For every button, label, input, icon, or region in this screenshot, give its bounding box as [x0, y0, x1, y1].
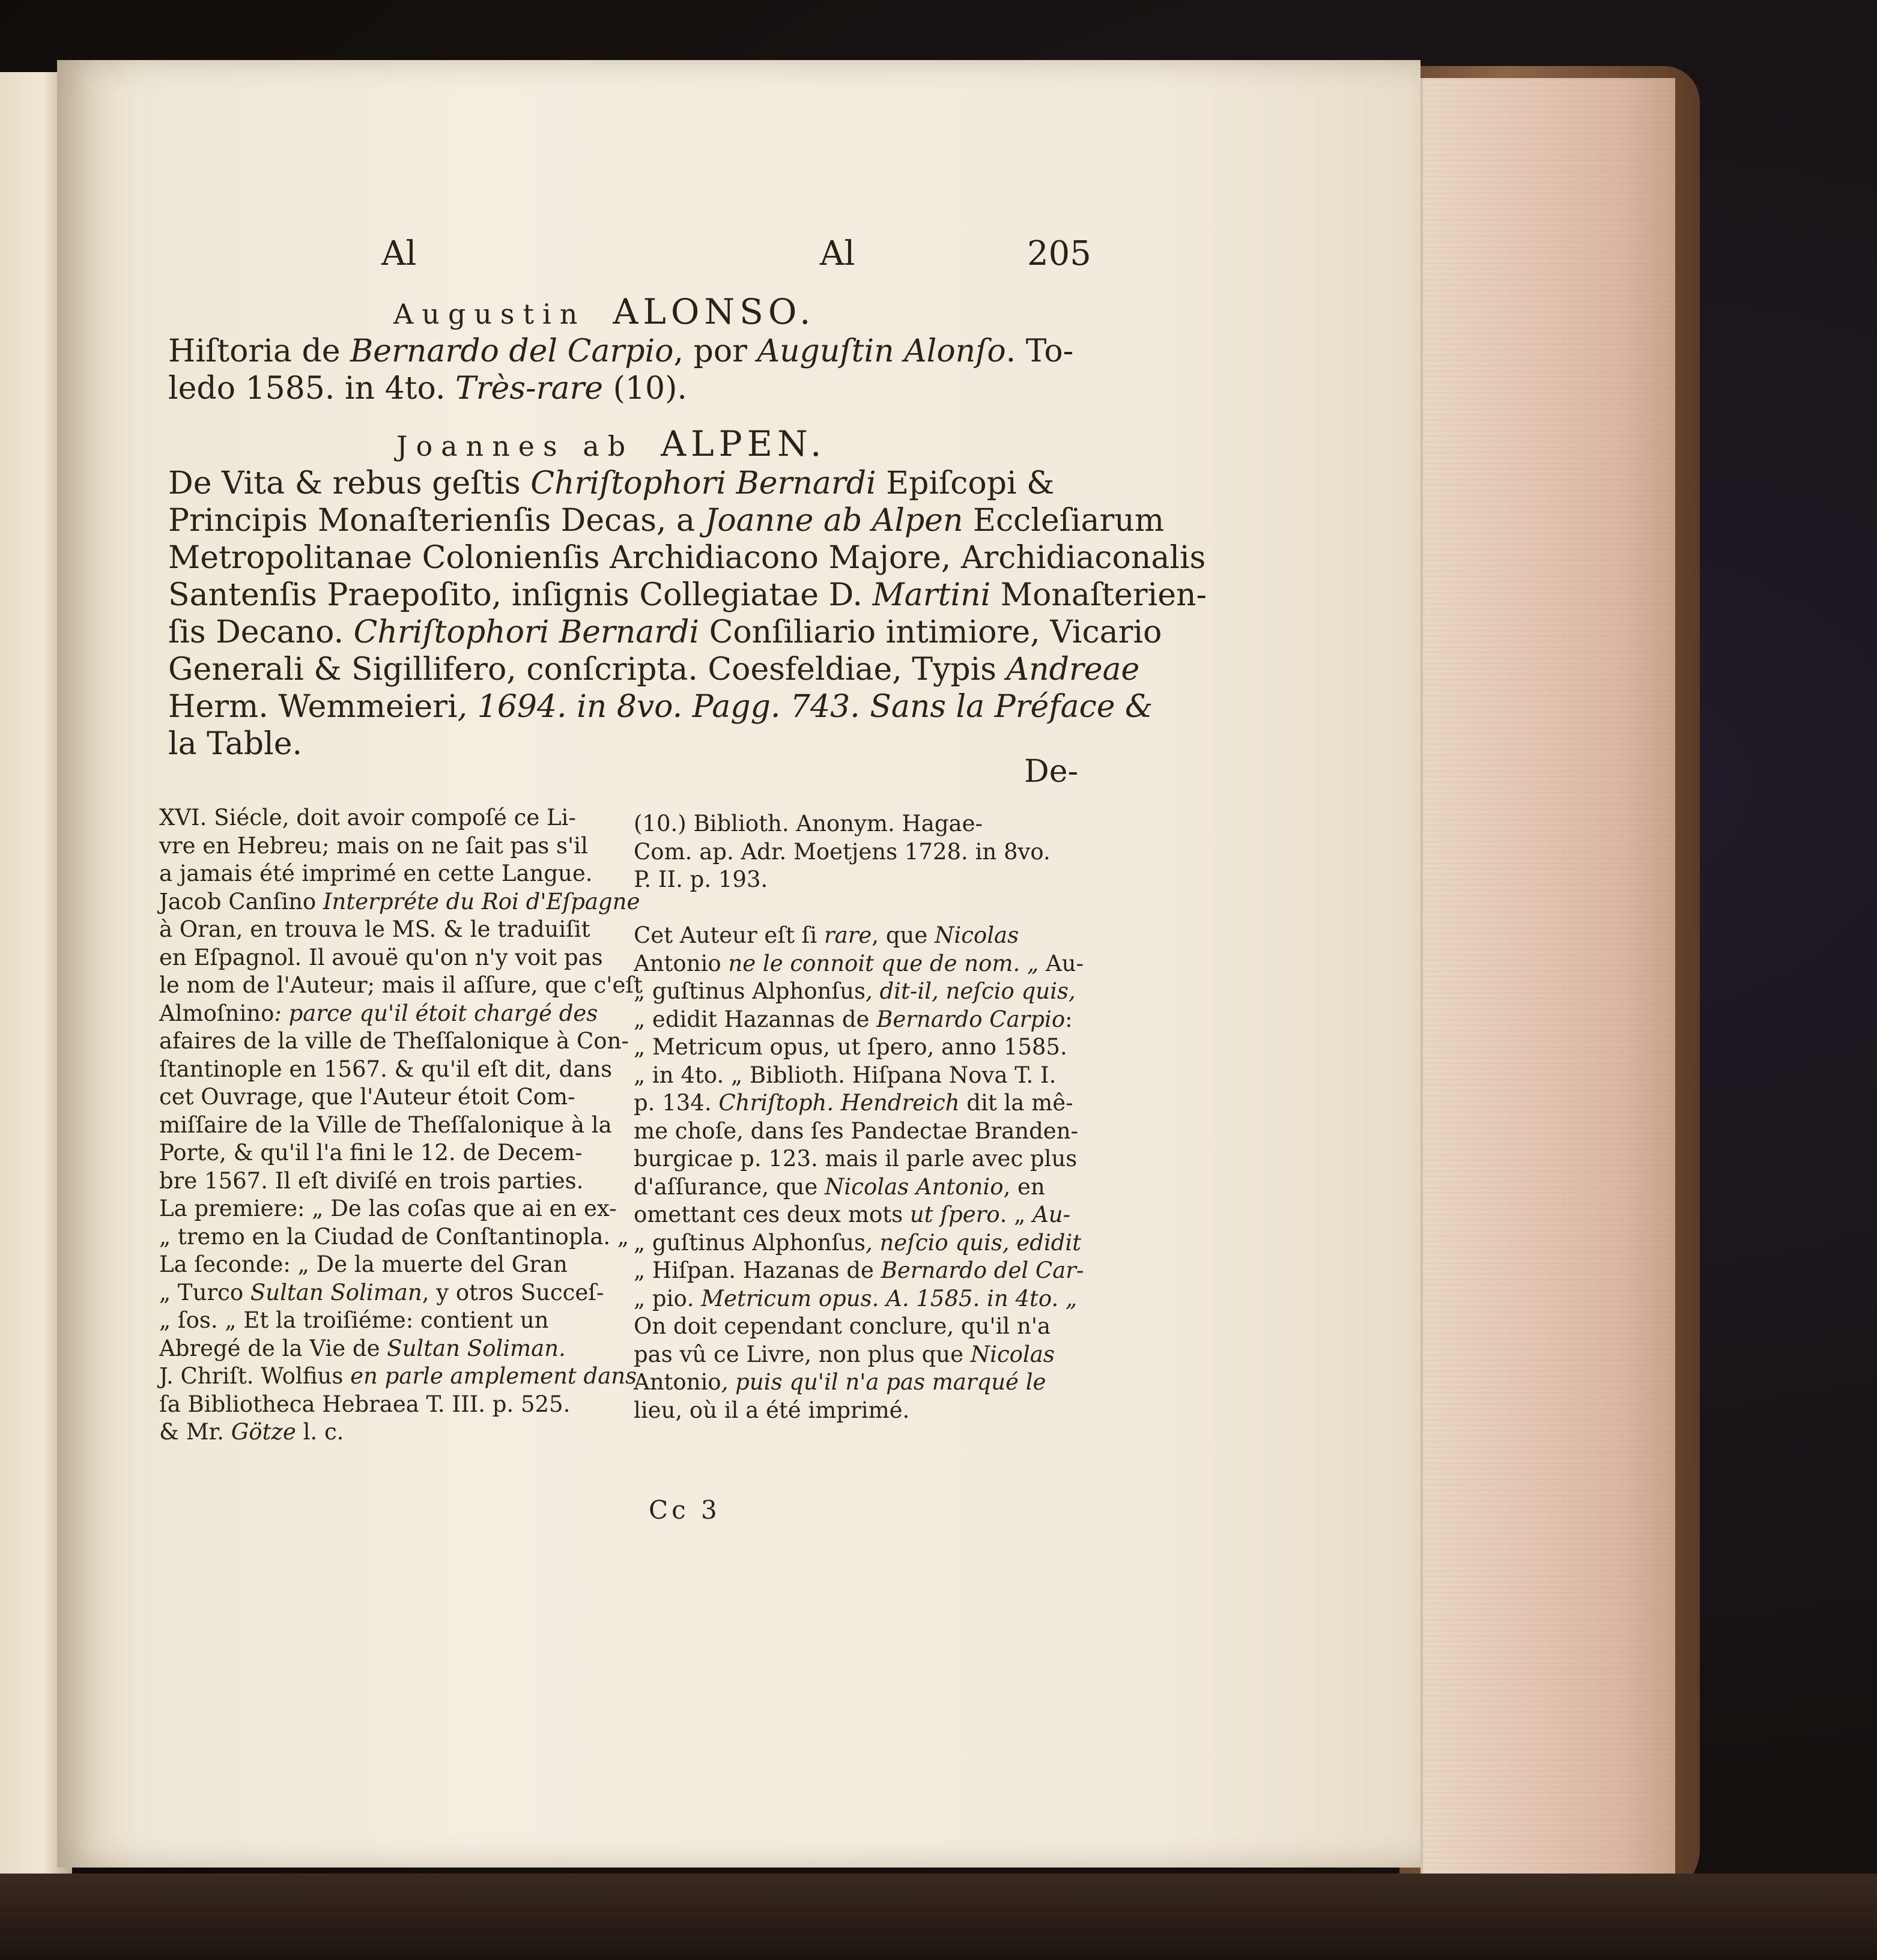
- line-text: [168, 577, 1207, 613]
- line-text: [168, 652, 1139, 688]
- roman-run: Au-: [1045, 950, 1084, 976]
- line-text: [634, 1341, 1055, 1367]
- roman-run: Epiſcopi &: [876, 465, 1055, 501]
- fn-left-line: [159, 1140, 583, 1166]
- roman-run: La premiere: „ De las coſas que ai en ex-: [159, 1196, 617, 1221]
- fn-right-line: [634, 839, 1051, 865]
- roman-run: Generali & Sigillifero, conſcripta. Coesfeldiae, Typis: [168, 652, 1007, 688]
- italic-run: Très-rare: [455, 371, 604, 407]
- fn-right-line: [634, 978, 1076, 1004]
- roman-run: à Oran, en trouva le MS. & le traduiſit: [159, 916, 590, 942]
- fn-left-line: [159, 861, 593, 886]
- line-text: [159, 1028, 629, 1054]
- line-text: [159, 916, 590, 942]
- fn-right-line: [634, 1230, 1081, 1256]
- roman-run: ledo 1585. in 4to.: [168, 371, 456, 407]
- line-text: [634, 1062, 1056, 1088]
- italic-run: Andreae: [1006, 652, 1140, 688]
- line-text: [168, 465, 1054, 501]
- line-text: [634, 1257, 1084, 1283]
- line-text: [159, 1280, 604, 1305]
- entry1-heading: [393, 291, 815, 332]
- roman-run: ſa Bibliotheca Hebraea T. III. p. 525.: [159, 1391, 571, 1417]
- entry2-body-line: [168, 465, 1054, 501]
- italic-run: Interpréte du Roi d'Eſpagne: [316, 888, 640, 915]
- italic-run: Au-: [1033, 1202, 1071, 1227]
- running-head-center: Al: [820, 234, 855, 273]
- roman-run: „ guſtinus Alphonſus: [634, 978, 866, 1004]
- entry2-body-line: [168, 614, 1162, 650]
- roman-run: d'aſſurance, que: [634, 1173, 825, 1200]
- line-text: [634, 978, 1076, 1004]
- roman-run: De Vita & rebus geſtis: [168, 465, 531, 501]
- roman-run: lieu, où il a été imprimé.: [634, 1397, 910, 1423]
- fn-right-line: [634, 1341, 1055, 1367]
- roman-run: :: [1065, 1006, 1073, 1032]
- line-text: [634, 867, 768, 892]
- line-text: [634, 1202, 1070, 1227]
- fn-right-line: [634, 1369, 1046, 1395]
- italic-run: Nicolas: [970, 1341, 1055, 1367]
- roman-run: „ in 4to. „ Biblioth. Hiſpana Nova T. I.: [634, 1062, 1057, 1088]
- fn-right-line: [634, 867, 768, 892]
- line-text: [168, 726, 302, 762]
- line-text: [159, 1251, 568, 1277]
- line-text: [159, 889, 640, 915]
- line-text: [159, 805, 576, 830]
- entry2-body-line: [168, 726, 302, 762]
- italic-run: Bernardo del Carpio: [350, 333, 674, 369]
- line-text: [159, 1391, 570, 1417]
- line-text: [159, 945, 603, 970]
- entry1-author-last: ALONSO.: [613, 291, 816, 332]
- line-text: [634, 839, 1051, 865]
- fn-left-line: [159, 1168, 583, 1194]
- line-text: [634, 1286, 1077, 1311]
- line-text: [159, 1419, 344, 1445]
- line-text: [159, 1140, 583, 1166]
- fn-right-line: [634, 1062, 1056, 1088]
- line-text: [159, 1224, 629, 1250]
- fn-left-line: [159, 916, 590, 942]
- fn-left-line: [159, 1224, 629, 1250]
- roman-run: (10.) Biblioth. Anonym. Hagae-: [634, 811, 983, 836]
- entry2-body-line: [168, 652, 1139, 688]
- line-text: [159, 1196, 617, 1221]
- fn-left-line: [159, 1084, 575, 1110]
- italic-run: Chriſtoph. Hendreich: [718, 1090, 960, 1116]
- roman-run: , y otros Succeſ-: [422, 1279, 604, 1305]
- entry2-body-line: [168, 540, 1205, 576]
- fn-right-line: [634, 811, 983, 836]
- italic-run: Nicolas Antonio: [825, 1173, 1004, 1200]
- italic-run: , 1694. in 8vo. Pagg. 743. Sans la Préface &: [457, 689, 1153, 725]
- fn-left-line: [159, 1196, 617, 1221]
- roman-run: Principis Monaſterienſis Decas, a: [168, 503, 705, 539]
- roman-run: , que: [872, 922, 935, 948]
- roman-run: Eccleſiarum: [963, 503, 1165, 539]
- entry1-author-first: Augustin: [393, 298, 586, 330]
- fn-right-line: [634, 1286, 1077, 1311]
- line-text: [634, 1034, 1067, 1060]
- line-text: [634, 1090, 1073, 1116]
- line-text: [634, 922, 1019, 948]
- fn-left-line: [159, 1112, 612, 1138]
- line-text: [159, 833, 588, 859]
- roman-run: Herm. Wemmeieri: [168, 689, 458, 725]
- italic-run: Auguſtin Alonſo: [757, 333, 1006, 369]
- roman-run: . To-: [1005, 333, 1074, 369]
- fn-right-line: [634, 951, 1084, 976]
- italic-run: Götze: [231, 1419, 296, 1445]
- roman-run: „ ſos. „ Et la troiſiéme: contient un: [159, 1307, 549, 1333]
- roman-run: Conſiliario intimiore, Vicario: [699, 614, 1162, 650]
- line-text: [634, 1369, 1046, 1395]
- roman-run: & Mr.: [159, 1419, 231, 1445]
- italic-run: rare: [823, 922, 872, 948]
- italic-run: . Metricum opus. A. 1585. in 4to. „: [687, 1285, 1078, 1311]
- fn-left-line: [159, 1028, 629, 1054]
- roman-run: „ guſtinus Alphonſus: [634, 1229, 866, 1256]
- roman-run: P. II. p. 193.: [634, 867, 768, 892]
- fn-left-line: [159, 1307, 548, 1333]
- fn-right-line: [634, 1006, 1073, 1032]
- roman-run: „ pio: [634, 1285, 687, 1311]
- roman-run: Almoſnino: [159, 1000, 274, 1026]
- fn-left-line: [159, 1391, 570, 1417]
- roman-run: Antonio: [634, 950, 721, 976]
- line-text: [634, 1118, 1078, 1144]
- fn-left-line: [159, 1056, 612, 1082]
- line-text: [159, 1112, 612, 1138]
- roman-run: a jamais été imprimé en cette Langue.: [159, 861, 593, 886]
- roman-run: „ Metricum opus, ut ſpero, anno 1585.: [634, 1034, 1067, 1060]
- italic-run: Joanne ab Alpen: [705, 503, 963, 539]
- roman-run: Porte, & qu'il l'a fini le 12. de Decem-: [159, 1140, 583, 1166]
- italic-run: en parle amplement dans: [343, 1363, 637, 1389]
- roman-run: J. Chriſt. Wolfius: [159, 1363, 344, 1389]
- fn-left-line: [159, 1000, 598, 1026]
- entry2-body-line: [168, 577, 1207, 613]
- line-text: [159, 972, 643, 998]
- entry2-body-line: [168, 689, 1153, 725]
- fn-left-line: [159, 1251, 568, 1277]
- fn-left-line: [159, 1335, 566, 1361]
- roman-run: me choſe, dans ſes Pandectae Branden-: [634, 1118, 1079, 1144]
- page-number: 205: [1027, 234, 1091, 273]
- italic-run: : parce qu'il étoit chargé des: [274, 1000, 598, 1026]
- line-text: [159, 1335, 566, 1361]
- roman-run: , en: [1003, 1173, 1045, 1200]
- roman-run: Abregé de la Vie de: [159, 1335, 387, 1361]
- fn-left-line: [159, 1280, 604, 1305]
- fn-left-line: [159, 945, 603, 970]
- roman-run: dit la mê-: [959, 1090, 1073, 1116]
- line-text: [634, 1006, 1073, 1032]
- roman-run: la Table.: [168, 726, 303, 762]
- italic-run: , dit-il, neſcio quis,: [865, 978, 1076, 1004]
- fn-right-line: [634, 1174, 1045, 1200]
- roman-run: en Eſpagnol. Il avouë qu'on n'y voit pas: [159, 944, 603, 970]
- line-text: [168, 371, 687, 407]
- roman-run: On doit cependant conclure, qu'il n'a: [634, 1313, 1051, 1339]
- fn-right-line: [634, 922, 1019, 948]
- italic-run: , puis qu'il n'a pas marqué le: [721, 1369, 1046, 1395]
- roman-run: afaires de la ville de Theſſalonique à Con-: [159, 1028, 629, 1054]
- entry2-author-last: ALPEN.: [661, 423, 826, 464]
- fn-left-line: [159, 972, 643, 998]
- fn-left-line: [159, 1419, 344, 1445]
- roman-run: „ Hiſpan. Hazanas de: [634, 1257, 881, 1283]
- page-block-fore-edge: [1421, 78, 1675, 1886]
- italic-run: ne le connoit que de nom. „: [721, 950, 1046, 976]
- roman-run: Metropolitanae Colonienſis Archidiacono Majore, Archidiaconalis: [168, 540, 1206, 576]
- entry2-heading: [396, 423, 826, 464]
- roman-run: Antonio: [634, 1369, 721, 1395]
- roman-run: ſtantinople en 1567. & qu'il eſt dit, dans: [159, 1056, 613, 1082]
- line-text: [634, 1313, 1051, 1339]
- fn-right-line: [634, 1118, 1078, 1144]
- entry1-body-line: [168, 371, 687, 407]
- line-text: [159, 861, 593, 886]
- fn-right-line: [634, 1090, 1073, 1116]
- fn-left-line: [159, 833, 588, 859]
- fn-right-line: [634, 1257, 1084, 1283]
- fn-right-line: [634, 1202, 1070, 1227]
- italic-run: Nicolas: [935, 922, 1019, 948]
- catchword: De-: [1024, 754, 1079, 790]
- signature-mark: Cc 3: [649, 1495, 721, 1525]
- roman-run: le nom de l'Auteur; mais il aſſure, que c'eſt: [159, 972, 643, 998]
- fn-left-line: [159, 1363, 637, 1389]
- italic-run: Bernardo Carpio: [876, 1006, 1066, 1032]
- page-205: [57, 60, 1421, 1868]
- entry2-body-line: [168, 503, 1164, 539]
- roman-run: Com. ap. Adr. Moetjens 1728. in 8vo.: [634, 838, 1051, 865]
- roman-run: vre en Hebreu; mais on ne ſait pas s'il: [159, 832, 588, 859]
- roman-run: cet Ouvrage, que l'Auteur étoit Com-: [159, 1084, 575, 1110]
- roman-run: p. 134.: [634, 1090, 719, 1116]
- line-text: [168, 614, 1162, 650]
- line-text: [634, 1146, 1077, 1172]
- roman-run: Jacob Canſino: [159, 888, 317, 915]
- line-text: [168, 689, 1153, 725]
- roman-run: . „: [999, 1202, 1033, 1227]
- roman-run: ſis Decano.: [168, 614, 354, 650]
- roman-run: miſſaire de la Ville de Theſſalonique à la: [159, 1112, 612, 1138]
- fn-left-line: [159, 889, 640, 915]
- line-text: [159, 1307, 548, 1333]
- roman-run: , por: [673, 333, 757, 369]
- roman-run: l. c.: [296, 1419, 344, 1445]
- line-text: [168, 540, 1205, 576]
- line-text: [634, 951, 1084, 976]
- italic-run: ut ſpero: [909, 1202, 1000, 1227]
- roman-run: Santenſis Praepoſito, inſignis Collegiatae D.: [168, 577, 873, 613]
- line-text: [634, 1174, 1045, 1200]
- fn-right-line: [634, 1313, 1051, 1339]
- italic-run: Chriſtophori Bernardi: [530, 465, 876, 501]
- roman-run: (10).: [603, 371, 687, 407]
- line-text: [168, 333, 1073, 369]
- line-text: [159, 1168, 583, 1194]
- roman-run: Monaſterien-: [990, 577, 1207, 613]
- italic-run: Chriſtophori Bernardi: [353, 614, 700, 650]
- roman-run: XVI. Siécle, doit avoir compoſé ce Li-: [159, 805, 576, 830]
- italic-run: Sultan Soliman.: [387, 1335, 566, 1361]
- roman-run: „ Turco: [159, 1279, 250, 1305]
- roman-run: omettant ces deux mots: [634, 1202, 910, 1227]
- fn-right-line: [634, 1397, 909, 1423]
- italic-run: Bernardo del Car-: [881, 1257, 1084, 1283]
- fn-right-line: [634, 1034, 1067, 1060]
- roman-run: burgicae p. 123. mais il parle avec plus: [634, 1146, 1078, 1172]
- italic-run: Sultan Soliman: [250, 1279, 422, 1305]
- roman-run: Hiſtoria de: [168, 333, 351, 369]
- roman-run: bre 1567. Il eſt diviſé en trois parties.: [159, 1167, 584, 1194]
- entry2-author-first: Joannes ab: [396, 430, 634, 462]
- line-text: [634, 1397, 909, 1423]
- roman-run: Cet Auteur eſt ſi: [634, 922, 824, 948]
- book-cover-bottom: [0, 1874, 1877, 1960]
- running-head-left: Al: [381, 234, 417, 273]
- line-text: [168, 503, 1164, 539]
- line-text: [159, 1000, 598, 1026]
- italic-run: Martini: [872, 577, 991, 613]
- line-text: [634, 811, 983, 836]
- line-text: [159, 1056, 612, 1082]
- roman-run: La ſeconde: „ De la muerte del Gran: [159, 1251, 568, 1277]
- entry1-body-line: [168, 333, 1073, 369]
- fn-right-line: [634, 1146, 1077, 1172]
- line-text: [634, 1230, 1081, 1256]
- fn-left-line: [159, 805, 576, 830]
- roman-run: pas vû ce Livre, non plus que: [634, 1341, 971, 1367]
- line-text: [159, 1084, 575, 1110]
- roman-run: „ edidit Hazannas de: [634, 1006, 877, 1032]
- italic-run: , neſcio quis, edidit: [865, 1229, 1082, 1256]
- line-text: [159, 1363, 637, 1389]
- roman-run: „ tremo en la Ciudad de Conſtantinopla. „: [159, 1223, 629, 1250]
